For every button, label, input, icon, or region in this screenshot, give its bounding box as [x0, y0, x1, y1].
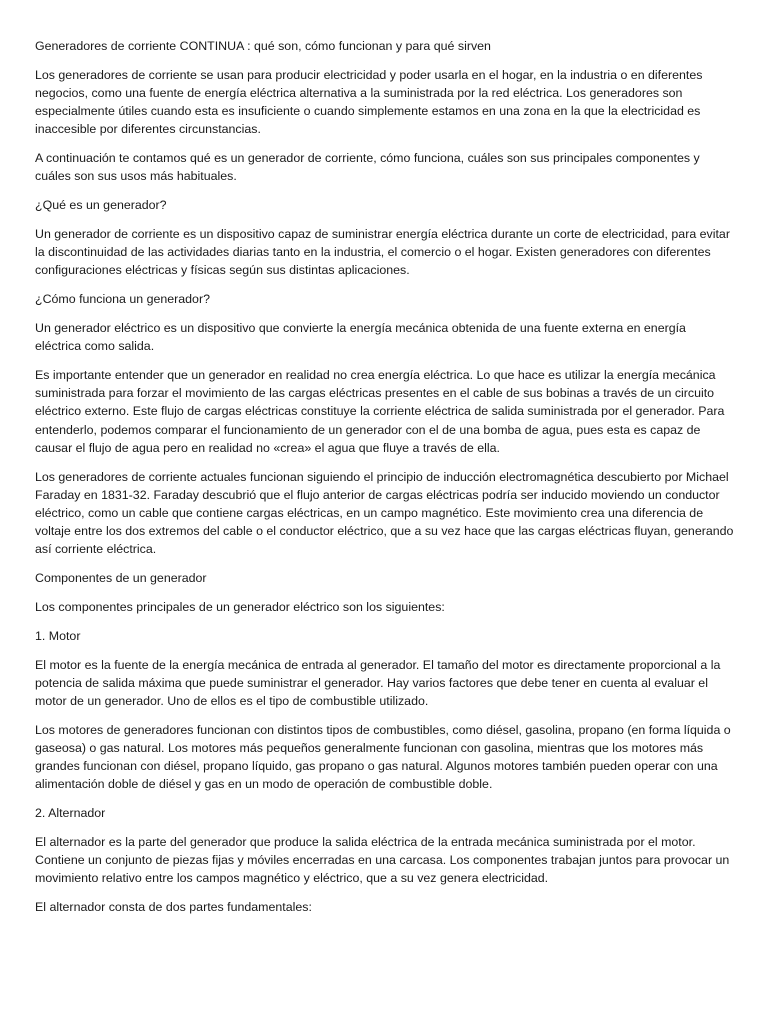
document-title: Generadores de corriente CONTINUA : qué son, cómo funcionan y para qué sirven [35, 39, 491, 53]
paragraph-definition: Un generador de corriente es un dispositivo capaz de suministrar energía eléctrica durante un corte de electricidad, para evitar la discontinuidad de las actividades diarias tanto en la industria, el comercio o el hogar. Existen generadores con diferentes configuraciones eléctricas y físicas según sus distintas aplicaciones. [35, 227, 730, 278]
heading-components: Componentes de un generador [35, 571, 207, 586]
paragraph-motor: El motor es la fuente de la energía mecánica de entrada al generador. El tamaño del motor es directamente proporcional a la potencia de salida máxima que puede suministrar el generador. Hay varios factores que debe tener en cuenta al evaluar el motor de un generador. Uno de ellos es el tipo de combustible utilizado. [35, 657, 721, 709]
paragraph-fuels: Los motores de generadores funcionan con distintos tipos de combustibles, como diésel, gasolina, propano (en forma líquida o gaseosa) o gas natural. Los motores más pequeños generalmente funcionan con gasolina, mientras que los motores más grandes funcionan con diésel, propano líquido, gas propano o gas natural. Algunos motores también pueden operar con una alimentación doble de diésel y gas en un modo de operación de combustible doble. [35, 722, 731, 792]
heading-motor: 1. Motor [35, 628, 81, 643]
paragraph-alternator-parts: El alternador consta de dos partes fundamentales: [35, 900, 312, 915]
paragraph-conversion: Un generador eléctrico es un dispositivo que convierte la energía mecánica obtenida de una fuente externa en energía eléctrica como salida. [35, 321, 686, 354]
paragraph-overview: A continuación te contamos qué es un generador de corriente, cómo funciona, cuáles son sus principales componentes y cuáles son sus usos más habituales. [35, 151, 700, 184]
paragraph-alternator: El alternador es la parte del generador que produce la salida eléctrica de la entrada mecánica suministrada por el motor. Contiene un conjunto de piezas fijas y móviles encerradas en una carcasa. Los componentes trabajan juntos para provocar un movimiento relativo entre los campos magnético y eléctrico, que a su vez genera electricidad. [35, 835, 730, 886]
heading-how-works: ¿Cómo funciona un generador? [35, 292, 210, 307]
paragraph-explanation: Es importante entender que un generador en realidad no crea energía eléctrica. Lo que hace es utilizar la energía mecánica suministrada para forzar el movimiento de las cargas eléctricas presentes en el cable de sus bobinas a través de un circuito eléctrico externo. Este flujo de cargas eléctricas constituye la corriente eléctrica de salida suministrada por el generador. Para entenderlo, podemos comparar el funcionamiento de un generador con el de una bomba de agua, pues esta es capaz de causar el flujo de agua pero en realidad no «crea» el agua que fluye a través de ella. [35, 368, 725, 455]
paragraph-faraday: Los generadores de corriente actuales funcionan siguiendo el principio de inducción electromagnética descubierto por Michael Faraday en 1831-32. Faraday descubrió que el flujo anterior de cargas eléctricas podría ser inducido moviendo un conductor eléctrico, como un cable que contiene cargas eléctricas, en un campo magnético. Este movimiento crea una diferencia de voltaje entre los dos extremos del cable o el conductor eléctrico, que a su vez hace que las cargas eléctricas fluyan, generando así corriente eléctrica. [35, 469, 734, 557]
heading-what-is: ¿Qué es un generador? [35, 198, 167, 213]
paragraph-components-intro: Los componentes principales de un generador eléctrico son los siguientes: [35, 600, 445, 615]
paragraph-intro: Los generadores de corriente se usan para producir electricidad y poder usarla en el hogar, en la industria o en diferentes negocios, como una fuente de energía eléctrica alternativa a la suministrada por la red eléctrica. Los generadores son especialmente útiles cuando esta es insuficiente o cuando simplemente estamos en una zona en la que la electricidad es inaccesible por diferentes circunstancias. [35, 67, 703, 137]
heading-alternator: 2. Alternador [35, 806, 106, 821]
